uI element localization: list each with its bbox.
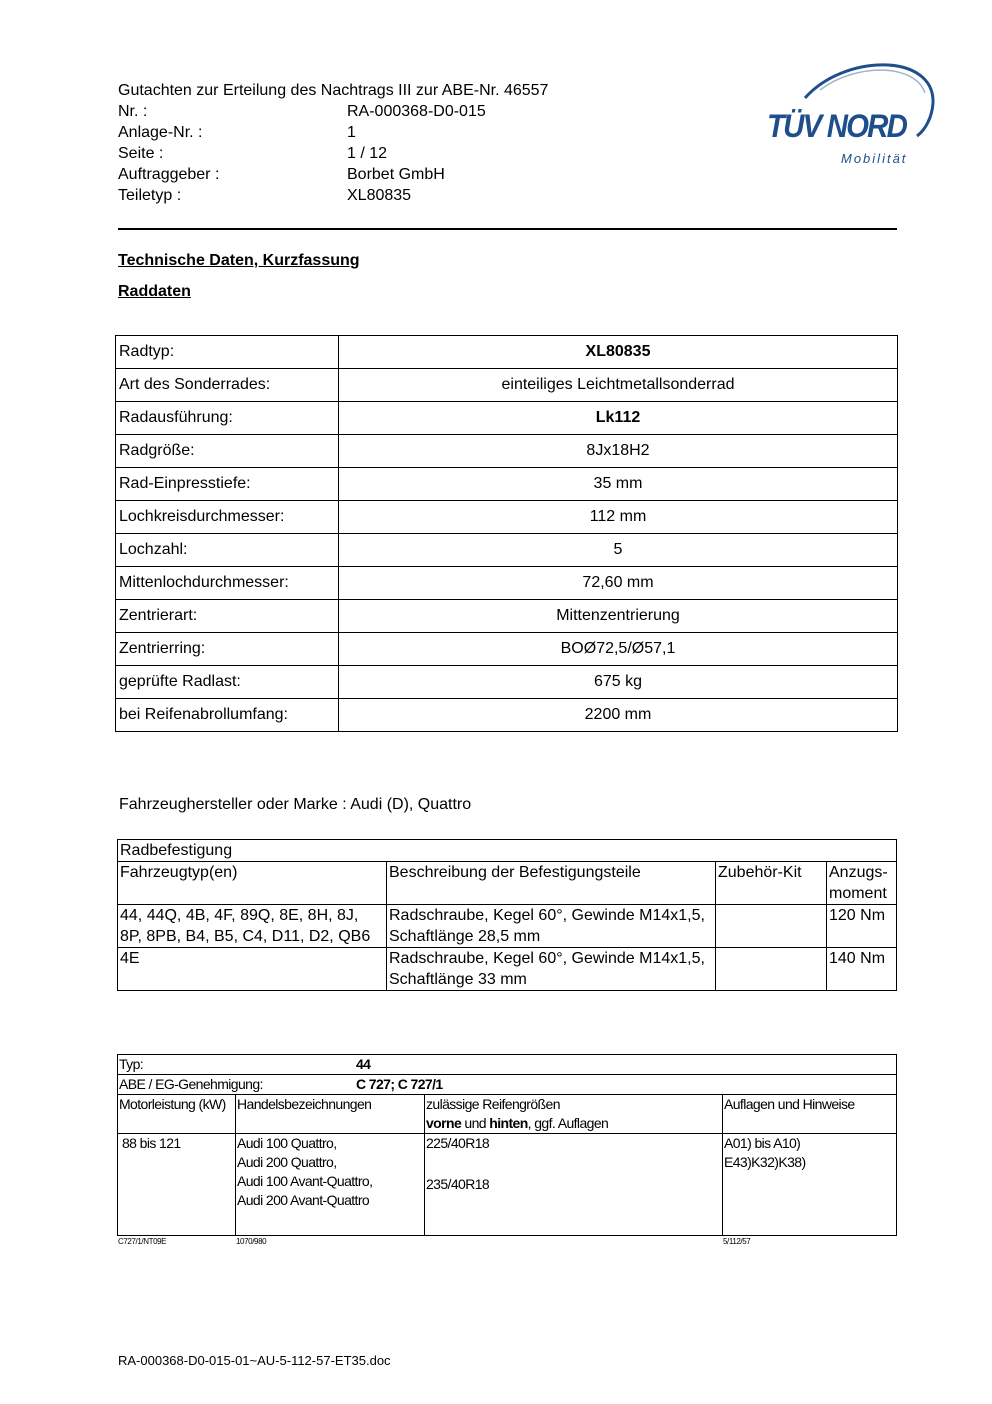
table-row: [116, 633, 898, 666]
column-header: Handelsbezeichnungen: [236, 1095, 425, 1134]
vehicle-types: 44, 44Q, 4B, 4F, 89Q, 8E, 8H, 8J, 8P, 8PB, B4, B5, C4, D11, D2, QB6: [118, 905, 387, 948]
footnote-code: 5/112/57: [723, 1237, 751, 1246]
row-value: 2200 mm: [339, 699, 898, 732]
table-header-row: [118, 1095, 897, 1134]
column-header: Beschreibung der Befestigungsteile: [387, 862, 716, 905]
torque: 120 Nm: [827, 905, 897, 948]
mounting-table: [117, 839, 897, 991]
column-header: [425, 1095, 723, 1134]
trade-name: Audi 100 Avant-Quattro,: [237, 1173, 373, 1189]
document-filename: RA-000368-D0-015-01~AU-5-112-57-ET35.doc: [118, 1353, 391, 1368]
row-label: Zentrierring:: [116, 633, 339, 666]
table-row: [116, 468, 898, 501]
column-header: Zubehör-Kit: [716, 862, 827, 905]
trade-name: Audi 100 Quattro,: [237, 1135, 337, 1151]
field-value: XL80835: [347, 187, 412, 204]
table-row: [116, 435, 898, 468]
row-value: 112 mm: [339, 501, 898, 534]
table-header-row: [118, 862, 897, 905]
row-label: Mittenlochdurchmesser:: [116, 567, 339, 600]
accessory-kit: [716, 948, 827, 991]
tyre-sizes: [425, 1134, 723, 1236]
table-row: [116, 699, 898, 732]
header-field: [118, 101, 548, 122]
row-label: Art des Sonderrades:: [116, 369, 339, 402]
tyre-size: 225/40R18: [426, 1135, 490, 1151]
tyres-front: vorne: [426, 1115, 462, 1131]
table-row: [118, 840, 897, 862]
table-row: [116, 600, 898, 633]
requirement: E43)K32)K38): [724, 1154, 806, 1170]
field-value: 1 / 12: [347, 145, 388, 162]
torque: 140 Nm: [827, 948, 897, 991]
row-value: einteiliges Leichtmetallsonderrad: [339, 369, 898, 402]
type-label: Typ:: [119, 1056, 144, 1072]
trade-name: Audi 200 Avant-Quattro: [237, 1192, 370, 1208]
row-value: 5: [339, 534, 898, 567]
table-row: [116, 567, 898, 600]
row-label: Zentrierart:: [116, 600, 339, 633]
table-row: [118, 948, 897, 991]
approval-label: ABE / EG-Genehmigung:: [119, 1076, 263, 1092]
approval-value: C 727; C 727/1: [356, 1076, 443, 1092]
table-row: [116, 402, 898, 435]
row-label: bei Reifenabrollumfang:: [116, 699, 339, 732]
trade-names: [236, 1134, 425, 1236]
table-row: [116, 534, 898, 567]
field-label: Nr. :: [118, 103, 148, 120]
table-row: [116, 336, 898, 369]
field-value: RA-000368-D0-015: [347, 103, 486, 120]
fastener-description: Radschraube, Kegel 60°, Gewinde M14x1,5, Schaftlänge 28,5 mm: [387, 905, 716, 948]
document-title: Gutachten zur Erteilung des Nachtrags III zur ABE-Nr. 46557: [118, 82, 549, 99]
fastener-description: Radschraube, Kegel 60°, Gewinde M14x1,5, Schaftlänge 33 mm: [387, 948, 716, 991]
header-field: [118, 143, 548, 164]
row-value: XL80835: [339, 336, 898, 369]
field-label: Teiletyp :: [118, 187, 182, 204]
field-label: Seite :: [118, 145, 164, 162]
tyres-and: und: [461, 1115, 490, 1131]
accessory-kit: [716, 905, 827, 948]
requirement: A01) bis A10): [724, 1135, 801, 1151]
tyre-size: 235/40R18: [426, 1176, 490, 1192]
row-value: 35 mm: [339, 468, 898, 501]
vehicle-type-table: [117, 1054, 897, 1236]
section-subtitle: Raddaten: [118, 283, 191, 300]
field-value: 1: [347, 124, 356, 141]
row-value: BOØ72,5/Ø57,1: [339, 633, 898, 666]
tuev-nord-logo: [765, 58, 945, 170]
header-field: [118, 122, 548, 143]
header-divider: [118, 228, 897, 230]
tyres-header-line1: zulässige Reifengrößen: [426, 1096, 560, 1112]
logo-brand: TÜV NORD: [767, 108, 907, 144]
row-label: Radausführung:: [116, 402, 339, 435]
row-value: Mittenzentrierung: [339, 600, 898, 633]
row-label: Rad-Einpresstiefe:: [116, 468, 339, 501]
requirements: [723, 1134, 897, 1236]
table-row: [118, 1075, 897, 1095]
row-label: geprüfte Radlast:: [116, 666, 339, 699]
vehicle-maker: Fahrzeughersteller oder Marke : Audi (D), Quattro: [119, 796, 472, 813]
field-label: Anlage-Nr. :: [118, 124, 203, 141]
table-row: [118, 1134, 897, 1236]
mounting-title: Radbefestigung: [118, 840, 897, 862]
row-value: 675 kg: [339, 666, 898, 699]
trade-name: Audi 200 Quattro,: [237, 1154, 337, 1170]
footnote-code: C727/1/NT09E: [118, 1237, 167, 1246]
vehicle-types: 4E: [118, 948, 387, 991]
row-value: 72,60 mm: [339, 567, 898, 600]
table-row: [116, 369, 898, 402]
section-title: Technische Daten, Kurzfassung: [118, 252, 360, 269]
tyres-rest: , ggf. Auflagen: [527, 1115, 609, 1131]
column-header: Fahrzeugtyp(en): [118, 862, 387, 905]
wheel-data-table: [115, 335, 898, 732]
column-header: Motorleistung (kW): [118, 1095, 236, 1134]
document-header: [118, 80, 548, 206]
row-label: Lochkreisdurchmesser:: [116, 501, 339, 534]
header-field: [118, 185, 548, 206]
table-row: [116, 666, 898, 699]
header-field: [118, 164, 548, 185]
table-row: [118, 1055, 897, 1075]
logo-subtitle: Mobilität: [841, 151, 908, 166]
field-value: Borbet GmbH: [347, 166, 445, 183]
footnote-code: 1070/980: [236, 1237, 267, 1246]
row-label: Radtyp:: [116, 336, 339, 369]
column-header: Anzugs-moment: [827, 862, 897, 905]
type-value: 44: [356, 1056, 371, 1072]
column-header: Auflagen und Hinweise: [723, 1095, 897, 1134]
field-label: Auftraggeber :: [118, 166, 220, 183]
row-label: Lochzahl:: [116, 534, 339, 567]
engine-power: 88 bis 121: [118, 1134, 236, 1236]
row-value: Lk112: [339, 402, 898, 435]
row-label: Radgröße:: [116, 435, 339, 468]
table-row: [118, 905, 897, 948]
table-row: [116, 501, 898, 534]
tyres-rear: hinten: [489, 1115, 528, 1131]
row-value: 8Jx18H2: [339, 435, 898, 468]
